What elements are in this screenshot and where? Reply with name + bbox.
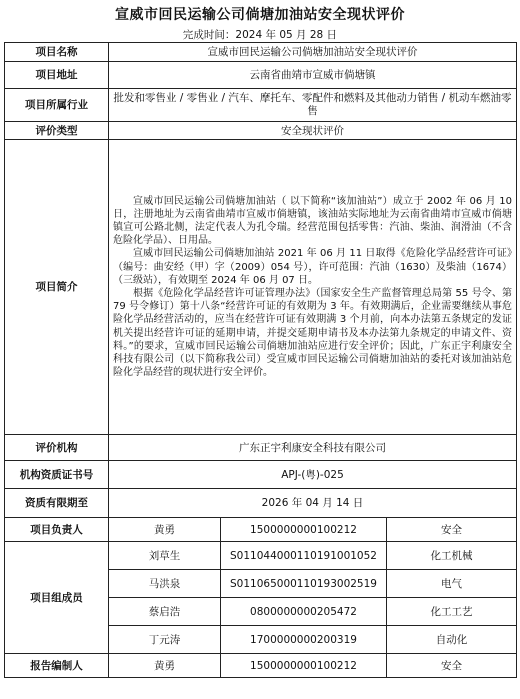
team-member-id: 1700000000200319 xyxy=(221,626,387,654)
intro-paragraph: 宣威市回民运输公司倘塘加油站（ 以下简称“该加油站”）成立于 2002 年 06 月 10 日，注册地址为云南省曲靖市宣威市倘塘镇，该油站实际地址为云南省曲靖市宣威市倘塘镇宣可公路北侧，法定代表人为孔令瑞。经营范围包括零售：汽油、柴油、润滑油（不含危险化学品）、日用品。 xyxy=(113,195,512,247)
table-row xyxy=(5,43,517,62)
table-row xyxy=(5,542,517,570)
intro-text xyxy=(109,140,517,435)
cert-expiry-value: 2026 年 04 月 14 日 xyxy=(109,489,517,518)
project-lead-label: 项目负责人 xyxy=(5,518,109,542)
cert-no-label: 机构资质证书号 xyxy=(5,461,109,489)
table-row xyxy=(5,489,517,518)
eval-type-value: 安全现状评价 xyxy=(109,122,517,140)
team-label: 项目组成员 xyxy=(5,542,109,654)
table-row xyxy=(5,518,517,542)
team-member-id: S011044000110191001052 xyxy=(221,542,387,570)
intro-label: 项目简介 xyxy=(5,140,109,435)
project-lead-major: 安全 xyxy=(387,518,517,542)
table-row xyxy=(5,654,517,678)
project-address-value: 云南省曲靖市宣威市倘塘镇 xyxy=(109,62,517,89)
team-member-name: 丁元涛 xyxy=(109,626,221,654)
team-member-name: 马洪泉 xyxy=(109,570,221,598)
project-address-label: 项目地址 xyxy=(5,62,109,89)
team-member-name: 蔡启浩 xyxy=(109,598,221,626)
table-row xyxy=(5,89,517,122)
project-info-table xyxy=(4,42,517,678)
table-row xyxy=(5,140,517,435)
project-lead-id: 1500000000100212 xyxy=(221,518,387,542)
intro-paragraph: 根据《危险化学品经营许可证管理办法》（国家安全生产监督管理总局第 55 号令、第 79 号令修订）第十八条“经营许可证的有效期为 3 年。有效期满后，企业需要继续从事危险化学品经营活动的，应当在经营许可证有效期满 3 个月前，向本办法第五条规定的发证机关提出经营许可证的延期申请，并提交延期申请书及本办法第九条规定的申请文件、资料。”的要求，宣威市回民运输公司倘塘加油站应进行安全评价；因此，广东正宇利康安全科技有限公司（以下简称我公司）受宣威市回民运输公司倘塘加油站的委托对该加油站危险化学品经营的现状进行安全评价。 xyxy=(113,288,512,379)
team-member-major: 化工工艺 xyxy=(387,598,517,626)
document-title: 宣威市回民运输公司倘塘加油站安全现状评价 xyxy=(115,7,405,23)
report-author-label: 报告编制人 xyxy=(5,654,109,678)
project-lead-name: 黄勇 xyxy=(109,518,221,542)
eval-org-value: 广东正宇利康安全科技有限公司 xyxy=(109,435,517,461)
team-member-major: 电气 xyxy=(387,570,517,598)
intro-paragraph: 宣威市回民运输公司倘塘加油站 2021 年 06 月 11 日取得《危险化学品经营许可证》（编号：曲安经（甲）字（2009）054 号），许可范围：汽油（1630）及柴油（1674）（三级站），有效期至 2024 年 06 月 07 日。 xyxy=(113,248,512,286)
eval-org-label: 评价机构 xyxy=(5,435,109,461)
report-author-name: 黄勇 xyxy=(109,654,221,678)
industry-value: 批发和零售业 / 零售业 / 汽车、摩托车、零配件和燃料及其他动力销售 / 机动车燃油零售 xyxy=(109,89,517,122)
cert-no-value: APJ-(粤)-025 xyxy=(109,461,517,489)
eval-type-label: 评价类型 xyxy=(5,122,109,140)
team-member-id: 0800000000205472 xyxy=(221,598,387,626)
table-row xyxy=(5,122,517,140)
completion-date: 完成时间：2024 年 05 月 28 日 xyxy=(182,29,338,41)
team-member-name: 刘草生 xyxy=(109,542,221,570)
team-member-major: 化工机械 xyxy=(387,542,517,570)
project-name-label: 项目名称 xyxy=(5,43,109,62)
report-author-id: 1500000000100212 xyxy=(221,654,387,678)
table-row xyxy=(5,435,517,461)
industry-label: 项目所属行业 xyxy=(5,89,109,122)
cert-expiry-label: 资质有限期至 xyxy=(5,489,109,518)
project-name-value: 宣威市回民运输公司倘塘加油站安全现状评价 xyxy=(109,43,517,62)
table-row xyxy=(5,461,517,489)
team-member-id: S011065000110193002519 xyxy=(221,570,387,598)
table-row xyxy=(5,62,517,89)
team-member-major: 自动化 xyxy=(387,626,517,654)
report-author-major: 安全 xyxy=(387,654,517,678)
